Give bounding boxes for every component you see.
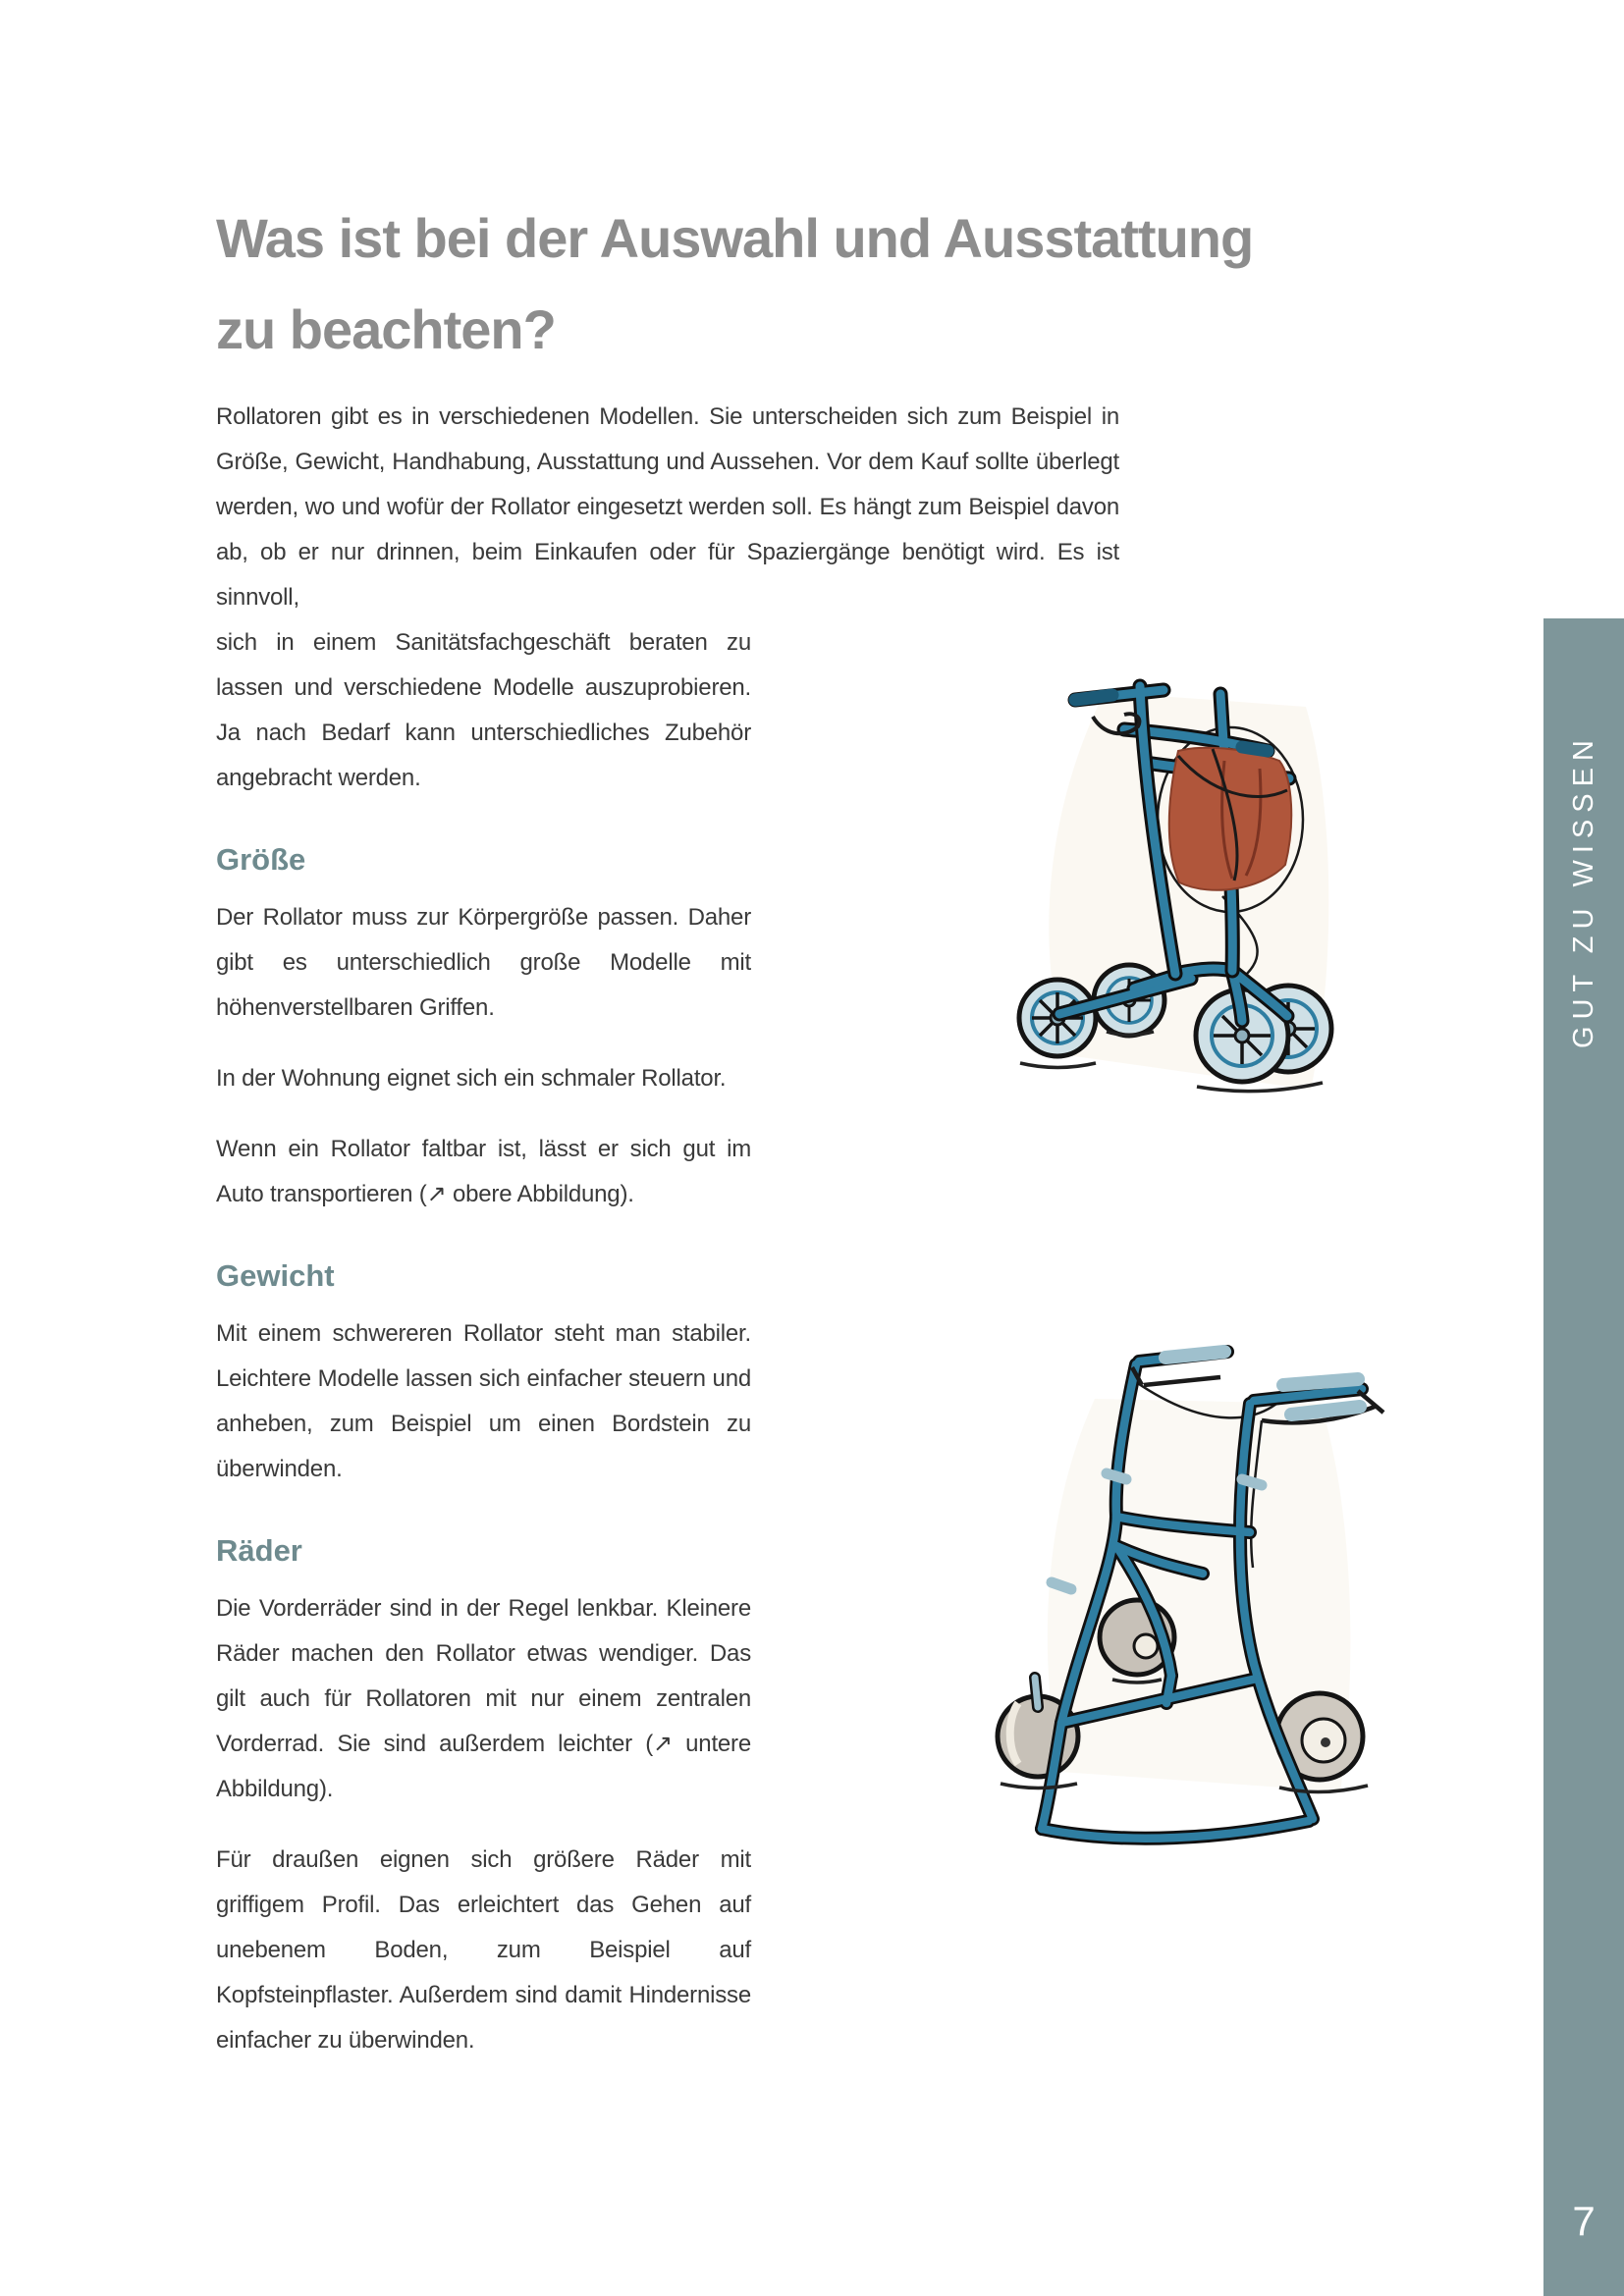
section-heading-groesse: Größe <box>216 842 306 877</box>
intro-paragraph-wide: Rollatoren gibt es in verschiedenen Modellen. Sie unterscheiden sich zum Beispiel in Größe, Gewicht, Handhabung, Ausstattung und Aussehen. Vor dem Kauf sollte überlegt werden, wo und wofür der Rollator eingesetzt werden soll. Es hängt zum Beispiel davon ab, ob er nur drinnen, beim Einkaufen oder für Spaziergänge benötigt wird. Es ist sinnvoll, <box>216 403 1119 611</box>
paragraph: Für draußen eignen sich größere Räder mit griffigem Profil. Das erleichtert das Gehen auf unebenem Boden, zum Beispiel auf Kopfsteinpflaster. Außerdem sind damit Hindernisse einfacher zu überwinden. <box>216 1846 751 2054</box>
page-title-line2: zu beachten? <box>216 297 556 360</box>
narrow-text-column <box>216 620 751 2063</box>
section-heading-gewicht: Gewicht <box>216 1258 335 1293</box>
page-title-line1: Was ist bei der Auswahl und Ausstattung <box>216 206 1254 269</box>
sidebar-band <box>1543 618 1624 2296</box>
paragraph: In der Wohnung eignet sich ein schmaler Rollator. <box>216 1065 727 1092</box>
intro-paragraph-narrow: sich in einem Sanitätsfachgeschäft beraten zu lassen und verschiedene Modelle auszuprobieren. Ja nach Bedarf kann unterschiedliches Zubehör angebracht werden. <box>216 629 751 791</box>
paragraph: Mit einem schwereren Rollator steht man stabiler. Leichtere Modelle lassen sich einfacher steuern und anheben, zum Beispiel um einen Bordstein zu überwinden. <box>216 1320 751 1482</box>
rollator-four-wheel-drawing <box>977 623 1380 1212</box>
sidebar-vertical-label: GUT ZU WISSEN <box>1568 733 1599 1048</box>
paragraph: Die Vorderräder sind in der Regel lenkbar. Kleinere Räder machen den Rollator etwas wendiger. Das gilt auch für Rollatoren mit nur einem zentralen Vorderrad. Sie sind außerdem leichter (↗ untere Abbildung). <box>216 1595 751 1802</box>
rollator-three-wheel-drawing <box>967 1310 1409 1899</box>
page-title <box>216 192 1492 375</box>
paragraph: Wenn ein Rollator faltbar ist, lässt er sich gut im Auto transportieren (↗ obere Abbildung). <box>216 1136 751 1207</box>
section-heading-raeder: Räder <box>216 1533 302 1568</box>
page-number: 7 <box>1572 2198 1596 2244</box>
illustration-rollator-four-wheel <box>977 623 1380 1212</box>
illustration-rollator-three-wheel <box>967 1310 1409 1899</box>
paragraph: Der Rollator muss zur Körpergröße passen. Daher gibt es unterschiedlich große Modelle mit höhenverstellbaren Griffen. <box>216 904 751 1021</box>
